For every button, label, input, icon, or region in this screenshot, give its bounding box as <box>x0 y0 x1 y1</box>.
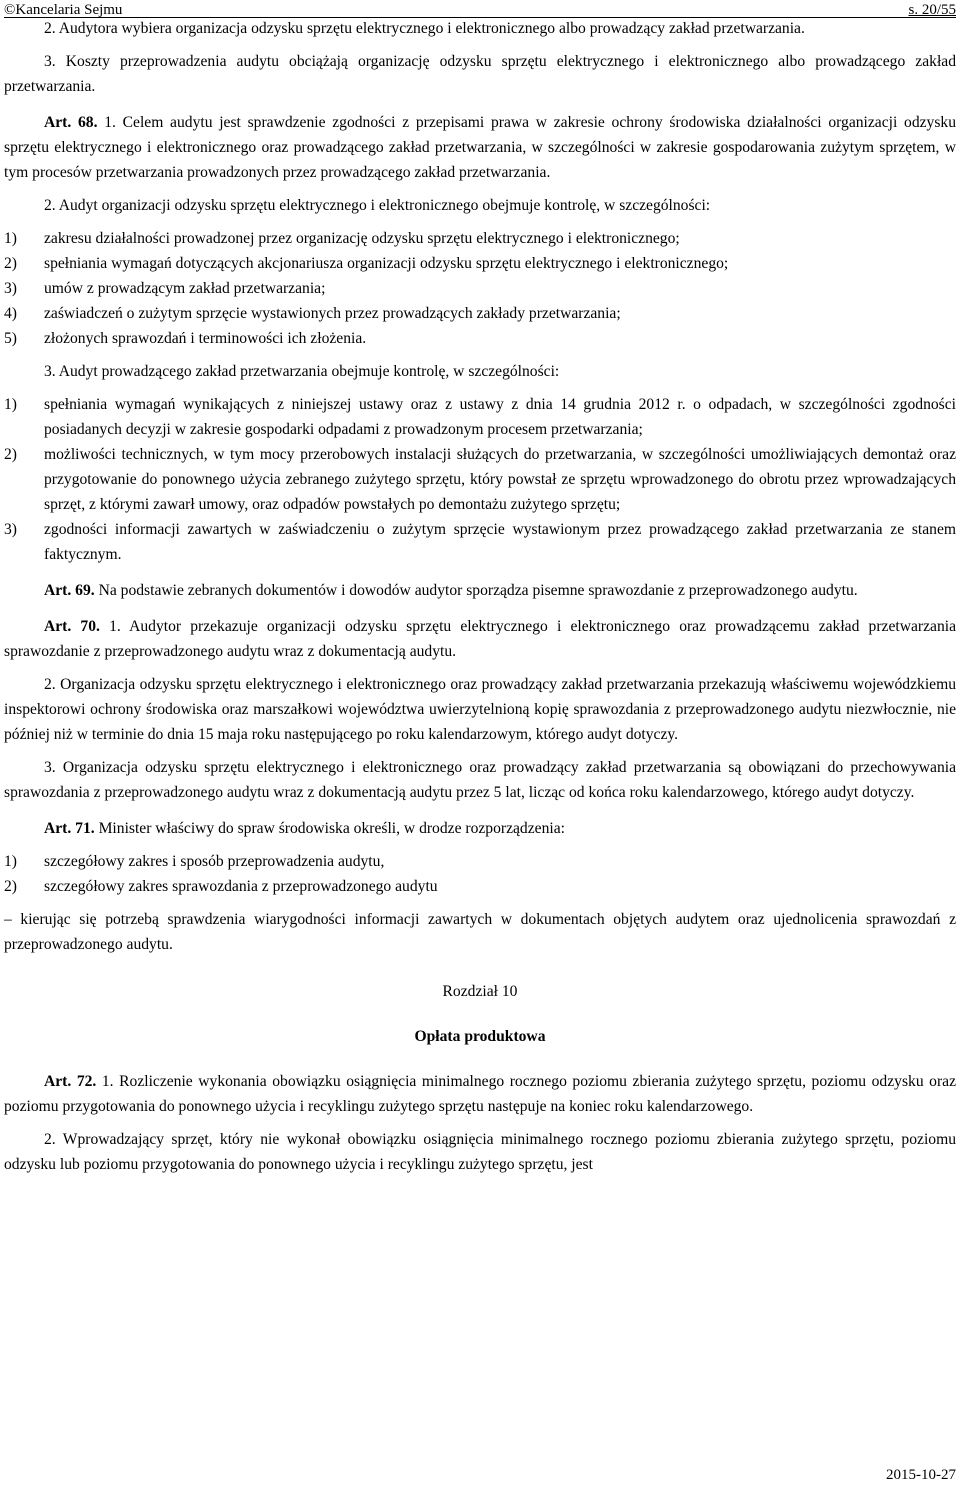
list-item: 3) umów z prowadzącym zakład przetwarzania; <box>4 280 326 297</box>
art69-paragraph <box>4 578 956 603</box>
document-page <box>4 0 956 1485</box>
art69-text: Na podstawie zebranych dokumentów i dowodów audytor sporządza pisemne sprawozdanie z przeprowadzonego audytu. <box>94 582 858 599</box>
list-item: 2) możliwości technicznych, w tym mocy przerobowych instalacji służących do przetwarzania, w szczególności umożliwiających demontaż oraz przygotowanie do ponownego użycia zebranego zużytego sprzętu, który powstał ze sprzętu wprowadzonego do obrotu przez wprowadzających sprzęt, z którymi zawarł umowy, oraz odpadów powstałych po demontażu zużytego sprzętu; <box>4 446 956 513</box>
chapter-number: Rozdział 10 <box>442 983 518 1000</box>
art72-paragraph-2: 2. Wprowadzający sprzęt, który nie wykonał obowiązku osiągnięcia minimalnego rocznego poziomu zbierania zużytego sprzętu, poziomu odzysku lub poziomu przygotowania do ponownego użycia i recyklingu zużytego sprzętu, jest <box>4 1131 956 1173</box>
art67-paragraph-3: 3. Koszty przeprowadzenia audytu obciążają organizację odzysku sprzętu elektrycznego i elektronicznego albo prowadzącego zakład przetwarzania. <box>4 53 956 95</box>
document-body <box>4 16 956 1177</box>
art67-paragraph-2: 2. Audytora wybiera organizacja odzysku sprzętu elektrycznego i elektronicznego albo prowadzący zakład przetwarzania. <box>44 20 805 37</box>
header-publisher: ©Kancelaria Sejmu <box>4 2 123 18</box>
list-item: 5) złożonych sprawozdań i terminowości ich złożenia. <box>4 330 367 347</box>
footer-date: 2015-10-27 <box>886 1467 956 1483</box>
art68-p2-list <box>4 226 956 351</box>
art68-p1-text: 1. Celem audytu jest sprawdzenie zgodności z przepisami prawa w zakresie ochrony środowiska działalności organizacji odzysku sprzętu elektrycznego i elektronicznego oraz prowadzącego zakład przetwarzania, w szczególności w zakresie gospodarowania zużytym sprzętem, w tym procesów przetwarzania prowadzonych przez prowadzącego zakład przetwarzania. <box>4 114 957 181</box>
art70-paragraph-2: 2. Organizacja odzysku sprzętu elektrycznego i elektronicznego oraz prowadzący zakład przetwarzania przekazują właściwemu wojewódzkiemu inspektorowi ochrony środowiska oraz marszałkowi województwa uwierzytelnioną kopię sprawozdania z przeprowadzonego audytu niezwłocznie, nie później niż w terminie do dnia 15 maja roku następującego po roku kalendarzowym, którego audyt dotyczy. <box>4 676 956 743</box>
art69-label: Art. 69. <box>44 582 95 599</box>
art72-p1-text: 1. Rozliczenie wykonania obowiązku osiągnięcia minimalnego rocznego poziomu zbierania zużytego sprzętu, poziomu odzysku oraz poziomu przygotowania do ponownego użycia i recyklingu zużytego sprzętu następuje na koniec roku kalendarzowego. <box>4 1073 956 1115</box>
list-item: 3) zgodności informacji zawartych w zaświadczeniu o zużytym sprzęcie wystawionym przez prowadzącego zakład przetwarzania ze stanem faktycznym. <box>4 521 956 563</box>
art68-label: Art. 68. <box>44 114 98 131</box>
header-page-number: s. 20/55 <box>908 2 956 18</box>
art71-tail: – kierując się potrzebą sprawdzenia wiarygodności informacji zawartych w dokumentach objętych audytem oraz ujednolicenia sprawozdań z przeprowadzonego audytu. <box>4 911 956 953</box>
art68-paragraph-2: 2. Audyt organizacji odzysku sprzętu elektrycznego i elektronicznego obejmuje kontrolę, w szczególności: <box>44 197 711 214</box>
art70-label: Art. 70. <box>44 618 100 635</box>
list-item: 1) zakresu działalności prowadzonej przez organizację odzysku sprzętu elektrycznego i elektronicznego; <box>4 230 680 247</box>
list-item: 1) spełniania wymagań wynikających z niniejszej ustawy oraz z ustawy z dnia 14 grudnia 2012 r. o odpadach, w szczególności zgodności posiadanych decyzji w zakresie gospodarki odpadami z prowadzonym procesem przetwarzania; <box>4 396 956 438</box>
art68-p3-list <box>4 392 956 567</box>
art70-paragraph-3: 3. Organizacja odzysku sprzętu elektrycznego i elektronicznego oraz prowadzący zakład przetwarzania są obowiązani do przechowywania sprawozdania z przeprowadzonego audytu wraz z dokumentacją audytu przez 5 lat, licząc od końca roku kalendarzowego, którego audyt dotyczy. <box>4 759 956 801</box>
art71-text: Minister właściwy do spraw środowiska określi, w drodze rozporządzenia: <box>94 820 565 837</box>
art68-paragraph-3: 3. Audyt prowadzącego zakład przetwarzania obejmuje kontrolę, w szczególności: <box>44 363 560 380</box>
art70-paragraph-1 <box>4 614 956 664</box>
chapter-title: Opłata produktowa <box>414 1028 546 1045</box>
list-item: 2) szczegółowy zakres sprawozdania z przeprowadzonego audytu <box>4 878 438 895</box>
art70-p1-text: 1. Audytor przekazuje organizacji odzysku sprzętu elektrycznego i elektronicznego oraz prowadzącemu zakład przetwarzania sprawozdanie z przeprowadzonego audytu wraz z dokumentacją audytu. <box>4 618 956 660</box>
list-item: 1) szczegółowy zakres i sposób przeprowadzenia audytu, <box>4 853 385 870</box>
art72-label: Art. 72. <box>44 1073 97 1090</box>
list-item: 2) spełniania wymagań dotyczących akcjonariusza organizacji odzysku sprzętu elektrycznego i elektronicznego; <box>4 255 729 272</box>
art71-paragraph <box>4 816 956 841</box>
art71-label: Art. 71. <box>44 820 95 837</box>
art72-paragraph-1 <box>4 1069 956 1119</box>
art71-list <box>4 849 956 899</box>
list-item: 4) zaświadczeń o zużytym sprzęcie wystawionych przez prowadzących zakłady przetwarzania; <box>4 305 621 322</box>
art68-paragraph-1 <box>4 110 956 185</box>
